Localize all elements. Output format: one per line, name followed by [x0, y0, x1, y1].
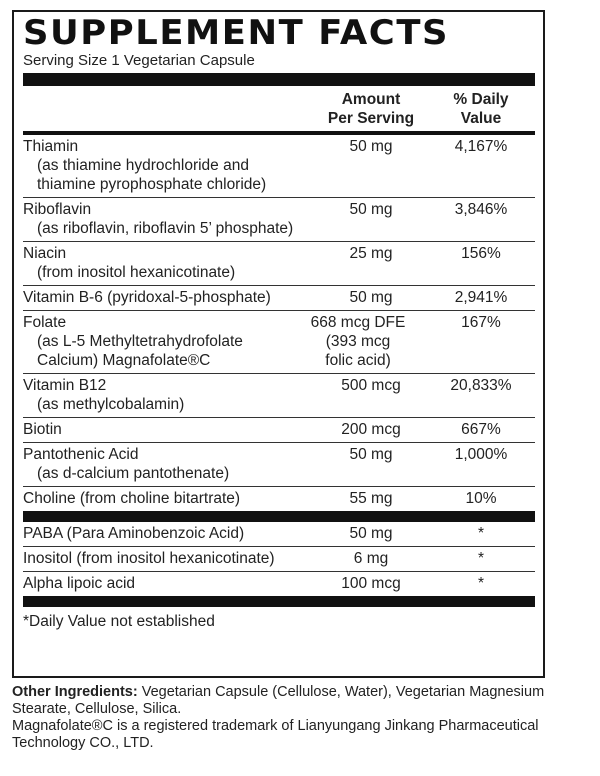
amount-per-serving: 500 mcg: [341, 377, 401, 394]
serving-size: Serving Size 1 Vegetarian Capsule: [23, 52, 255, 69]
nutrient-name: Pantothenic Acid: [23, 446, 139, 463]
amount-per-serving: 200 mcg: [341, 421, 401, 438]
daily-value: 4,167%: [454, 138, 508, 155]
daily-value: 156%: [461, 245, 501, 262]
daily-value: *: [477, 575, 485, 592]
amount-per-serving: 50 mg: [349, 138, 393, 155]
daily-value: 20,833%: [450, 377, 512, 394]
footnote: *Daily Value not established: [23, 613, 215, 630]
nutrient-name: Inositol (from inositol hexanicotinate): [23, 550, 275, 567]
nutrient-source: (as L-5 Methyltetrahydrofolate: [37, 333, 243, 350]
daily-value: 167%: [461, 314, 501, 331]
nutrient-source: (from inositol hexanicotinate): [37, 264, 236, 281]
amount-per-serving: 668 mcg DFE: [310, 314, 406, 331]
other-ingredients-text: Vegetarian Capsule (Cellulose, Water), Vegetarian Magnesium Stearate, Cellulose, Silica.: [12, 684, 545, 717]
amount-per-serving: (393 mcg: [325, 333, 391, 350]
nutrient-row: [23, 374, 535, 418]
nutrient-source: (as methylcobalamin): [37, 396, 185, 413]
amount-per-serving: 100 mcg: [341, 575, 401, 592]
amount-per-serving: 25 mg: [349, 245, 393, 262]
nutrient-name: Vitamin B12: [23, 377, 107, 394]
daily-value: 10%: [465, 490, 497, 507]
daily-value: 1,000%: [454, 446, 508, 463]
amount-per-serving: folic acid): [325, 352, 391, 369]
nutrient-row: [23, 443, 535, 487]
nutrient-row: [23, 198, 535, 242]
daily-value: 2,941%: [454, 289, 508, 306]
amount-per-serving: 50 mg: [349, 446, 393, 463]
nutrient-source: (as riboflavin, riboflavin 5’ phosphate): [37, 220, 294, 237]
nutrient-row: [23, 418, 535, 443]
nutrient-row: [23, 522, 535, 547]
nutrient-name: PABA (Para Aminobenzoic Acid): [23, 525, 245, 542]
other-ingredients-label: Other Ingredients:: [12, 684, 138, 700]
nutrient-list: [23, 135, 535, 511]
nutrient-name: Folate: [23, 314, 67, 331]
divider-bar-top: [23, 73, 535, 86]
nutrient-name: Alpha lipoic acid: [23, 575, 136, 592]
amount-per-serving: 6 mg: [353, 550, 389, 567]
daily-value: 667%: [461, 421, 501, 438]
amount-per-serving: 55 mg: [349, 490, 393, 507]
nutrient-source: (as d-calcium pantothenate): [37, 465, 230, 482]
nutrient-row: [23, 135, 535, 198]
nutrient-row: [23, 487, 535, 511]
daily-value: *: [477, 525, 485, 542]
nutrient-source: thiamine pyrophosphate chloride): [37, 176, 267, 193]
amount-per-serving: 50 mg: [349, 201, 393, 218]
panel-title: SUPPLEMENT FACTS: [23, 13, 450, 53]
nutrient-name: Choline (from choline bitartrate): [23, 490, 241, 507]
divider-bar-middle: [23, 511, 535, 522]
amount-per-serving: 50 mg: [349, 289, 393, 306]
nutrient-row: [23, 572, 535, 596]
nutrient-name: Vitamin B-6 (pyridoxal-5-phosphate): [23, 289, 271, 306]
amount-per-serving: 50 mg: [349, 525, 393, 542]
daily-value: 3,846%: [454, 201, 508, 218]
nutrient-name: Riboflavin: [23, 201, 92, 218]
nutrient-row: [23, 311, 535, 374]
divider-bar-bottom: [23, 596, 535, 607]
column-header: [23, 86, 535, 131]
daily-value: *: [477, 550, 485, 567]
nutrient-name: Niacin: [23, 245, 67, 262]
nutrient-name: Thiamin: [23, 138, 79, 155]
other-ingredients: [12, 684, 592, 752]
nutrient-source: Calcium) Magnafolate®C: [37, 352, 211, 369]
nutrient-row: [23, 286, 535, 311]
amount-header: Amount Per Serving: [327, 90, 415, 127]
nutrient-source: (as thiamine hydrochloride and: [37, 157, 249, 174]
daily-value-header: % Daily Value: [453, 90, 509, 127]
supplement-facts-panel: [12, 10, 545, 678]
other-ingredient-list: [23, 522, 535, 596]
nutrient-row: [23, 242, 535, 286]
nutrient-row: [23, 547, 535, 572]
nutrient-name: Biotin: [23, 421, 62, 438]
trademark-note: Magnafolate®C is a registered trademark of Lianyungang Jinkang Pharmaceutical Technology CO., LTD.: [12, 718, 539, 751]
